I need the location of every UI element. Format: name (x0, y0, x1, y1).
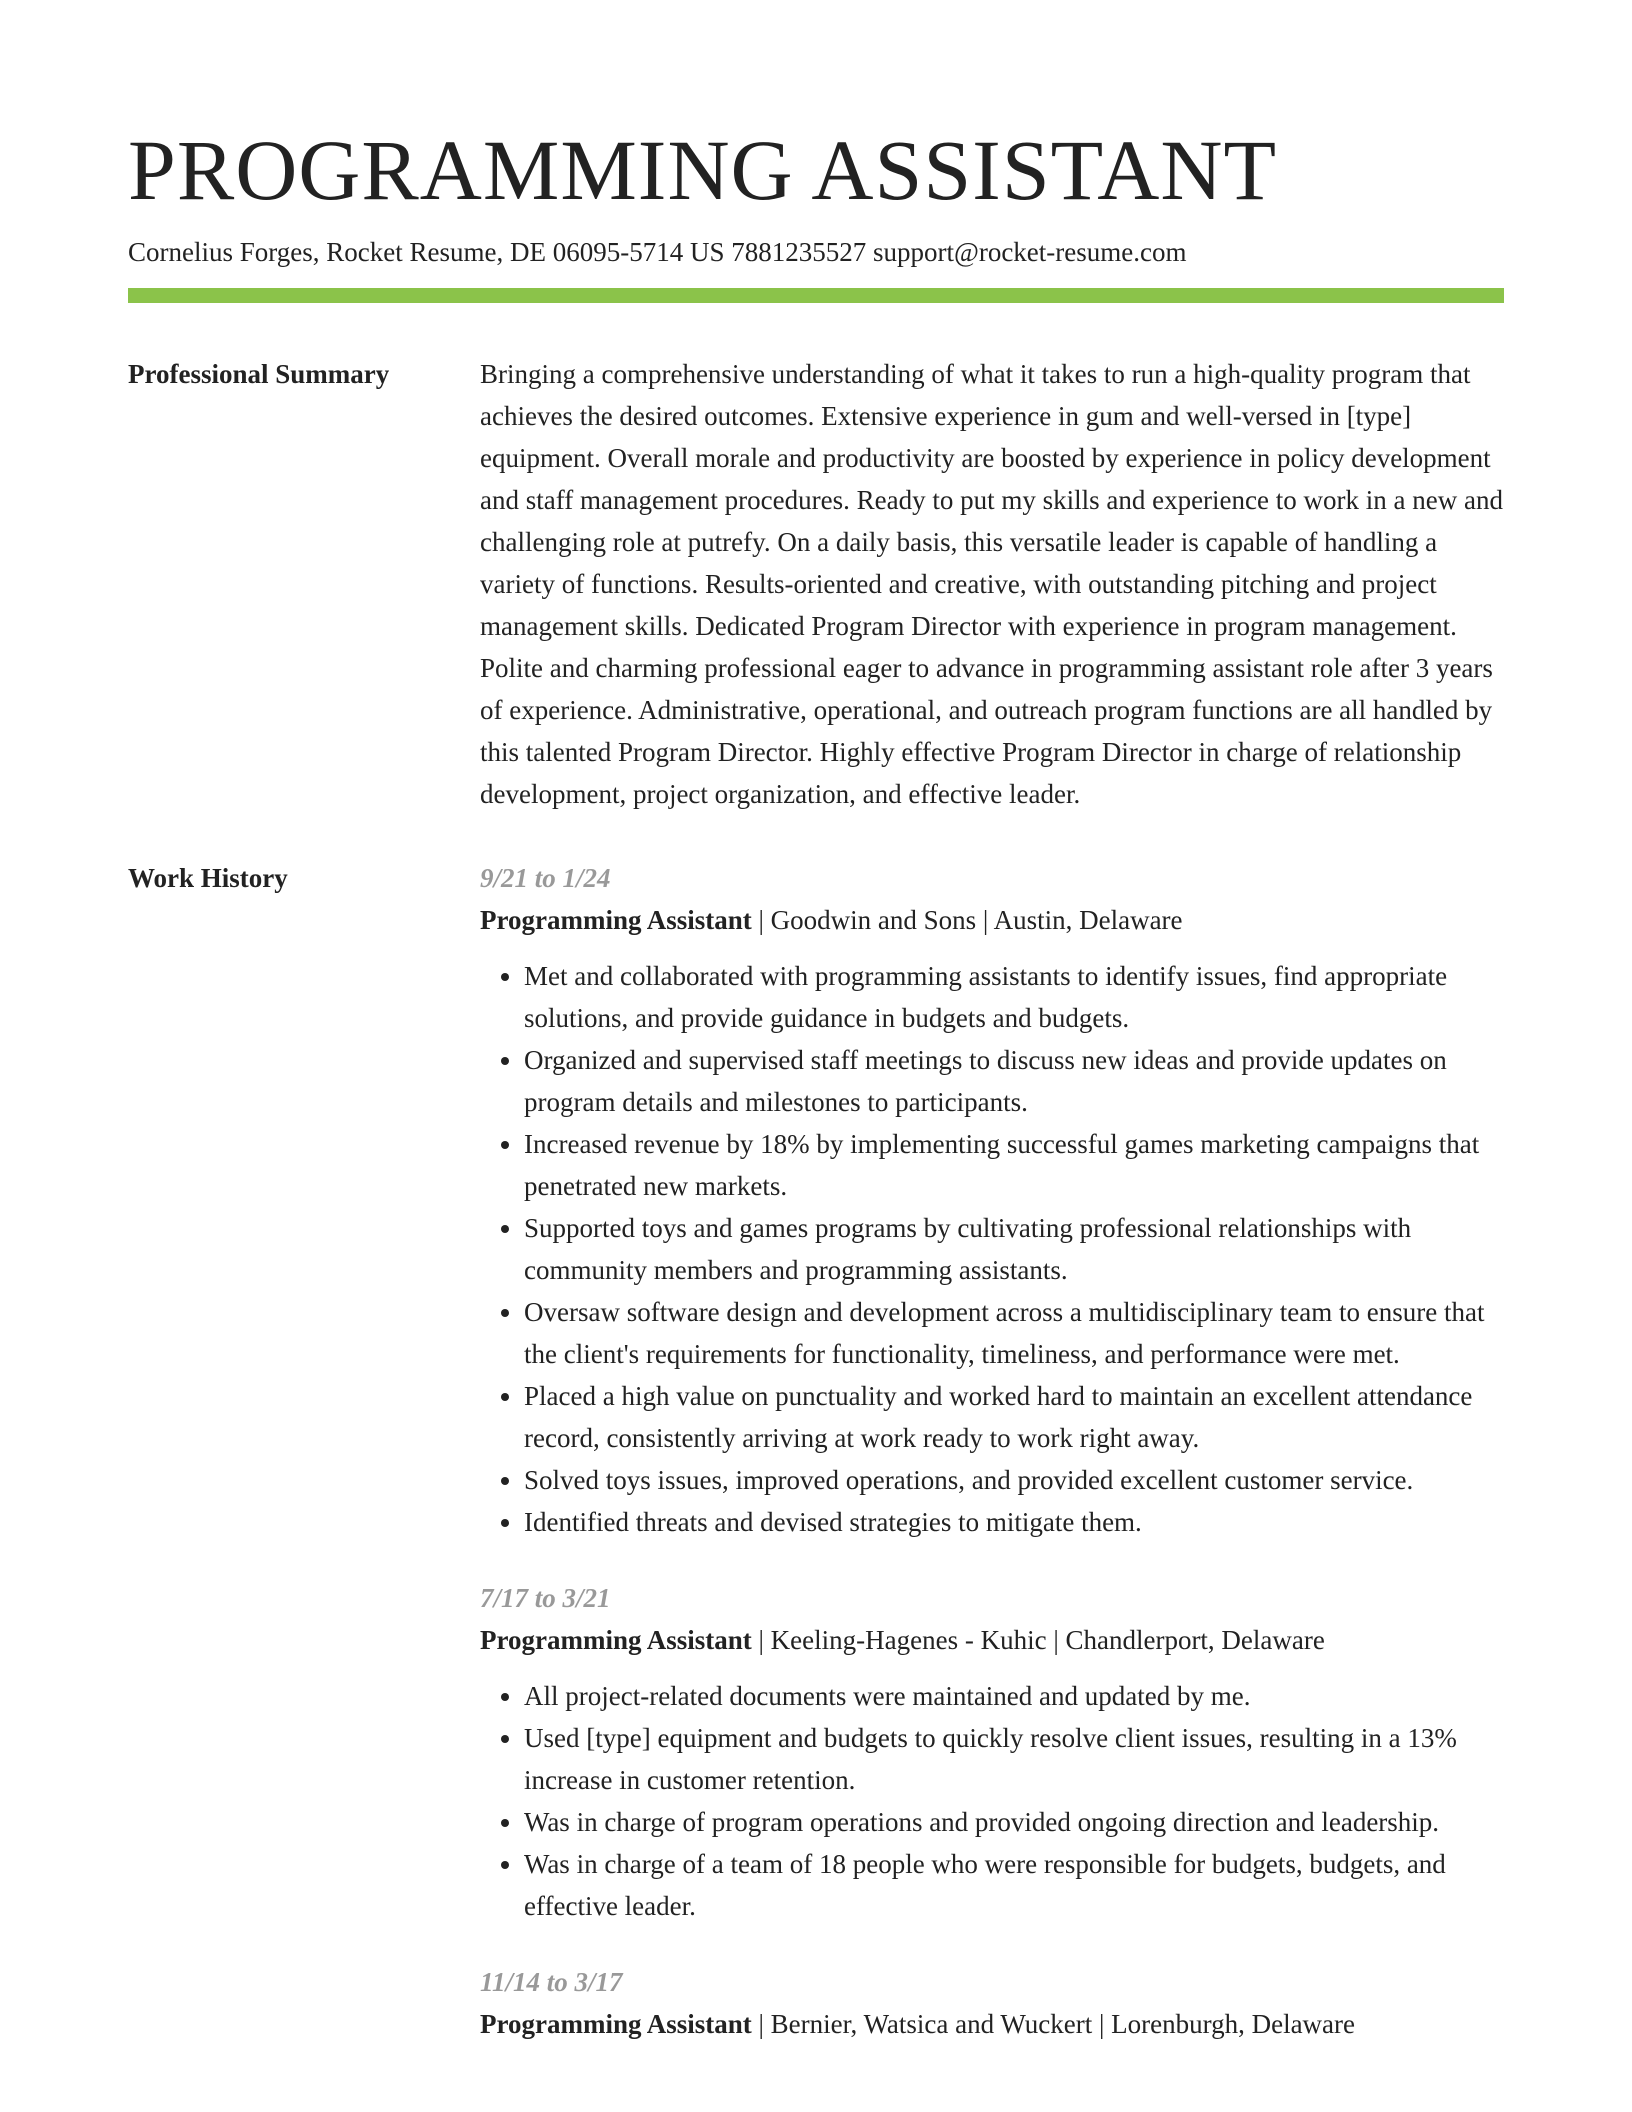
job-bullet: • Increased revenue by 18% by implementing successful games marketing campaigns that penetrated new markets. (524, 1123, 1504, 1207)
job-entry (480, 1961, 1504, 2045)
job-employer-location: | Goodwin and Sons | Austin, Delaware (751, 905, 1183, 935)
job-title: Programming Assistant (480, 1625, 752, 1655)
job-heading (480, 899, 1504, 941)
accent-divider (128, 288, 1504, 303)
job-entry (480, 1577, 1504, 1927)
job-employer-location: | Keeling-Hagenes - Kuhic | Chandlerport, Delaware (751, 1625, 1325, 1655)
job-bullet: • Was in charge of program operations and provided ongoing direction and leadership. (524, 1801, 1504, 1843)
job-entry (480, 857, 1504, 1543)
page-title: PROGRAMMING ASSISTANT (128, 122, 1278, 218)
job-bullet: • Oversaw software design and development across a multidisciplinary team to ensure that the client's requirements for functionality, timeliness, and performance were met. (524, 1291, 1504, 1375)
work-history-list (480, 857, 1504, 2079)
job-bullet: • Identified threats and devised strategies to mitigate them. (524, 1501, 1504, 1543)
job-title: Programming Assistant (480, 905, 752, 935)
job-employer-location: | Bernier, Watsica and Wuckert | Lorenburgh, Delaware (751, 2009, 1356, 2039)
job-bullet: • Placed a high value on punctuality and worked hard to maintain an excellent attendance record, consistently arriving at work ready to work right away. (524, 1375, 1504, 1459)
job-dates: 11/14 to 3/17 (480, 1967, 623, 1997)
job-bullet-list (480, 955, 1504, 1543)
work-history-section (128, 857, 1504, 2079)
job-bullet: • Was in charge of a team of 18 people who were responsible for budgets, budgets, and effective leader. (524, 1843, 1504, 1927)
job-bullet: • Used [type] equipment and budgets to quickly resolve client issues, resulting in a 13% increase in customer retention. (524, 1717, 1504, 1801)
job-bullet: • Solved toys issues, improved operations, and provided excellent customer service. (524, 1459, 1504, 1501)
job-bullet: • Organized and supervised staff meetings to discuss new ideas and provide updates on program details and milestones to participants. (524, 1039, 1504, 1123)
job-title: Programming Assistant (480, 2009, 752, 2039)
job-bullet: • All project-related documents were maintained and updated by me. (524, 1675, 1504, 1717)
job-bullet-list (480, 1675, 1504, 1927)
contact-info: Cornelius Forges, Rocket Resume, DE 06095-5714 US 7881235527 support@rocket-resume.com (128, 237, 1187, 267)
job-heading (480, 2003, 1504, 2045)
resume-page (128, 118, 1504, 2079)
work-history-heading: Work History (128, 863, 288, 893)
job-dates: 9/21 to 1/24 (480, 863, 611, 893)
job-heading (480, 1619, 1504, 1661)
summary-heading: Professional Summary (128, 359, 390, 389)
summary-section (128, 353, 1504, 815)
job-bullet: • Supported toys and games programs by cultivating professional relationships with community members and programming assistants. (524, 1207, 1504, 1291)
summary-body (480, 353, 1504, 815)
job-bullet: • Met and collaborated with programming assistants to identify issues, find appropriate solutions, and provide guidance in budgets and budgets. (524, 955, 1504, 1039)
summary-text: Bringing a comprehensive understanding of what it takes to run a high-quality program that achieves the desired outcomes. Extensive experience in gum and well-versed in [type] equipment. Overall morale and productivity are boosted by experience in policy development and staff management procedures. Ready to put my skills and experience to work in a new and challenging role at putrefy. On a daily basis, this versatile leader is capable of handling a variety of functions. Results-oriented and creative, with outstanding pitching and project management skills. Dedicated Program Director with experience in program management. Polite and charming professional eager to advance in programming assistant role after 3 years of experience. Administrative, operational, and outreach program functions are all handled by this talented Program Director. Highly effective Program Director in charge of relationship development, project organization, and effective leader. (480, 359, 1503, 809)
job-dates: 7/17 to 3/21 (480, 1583, 611, 1613)
